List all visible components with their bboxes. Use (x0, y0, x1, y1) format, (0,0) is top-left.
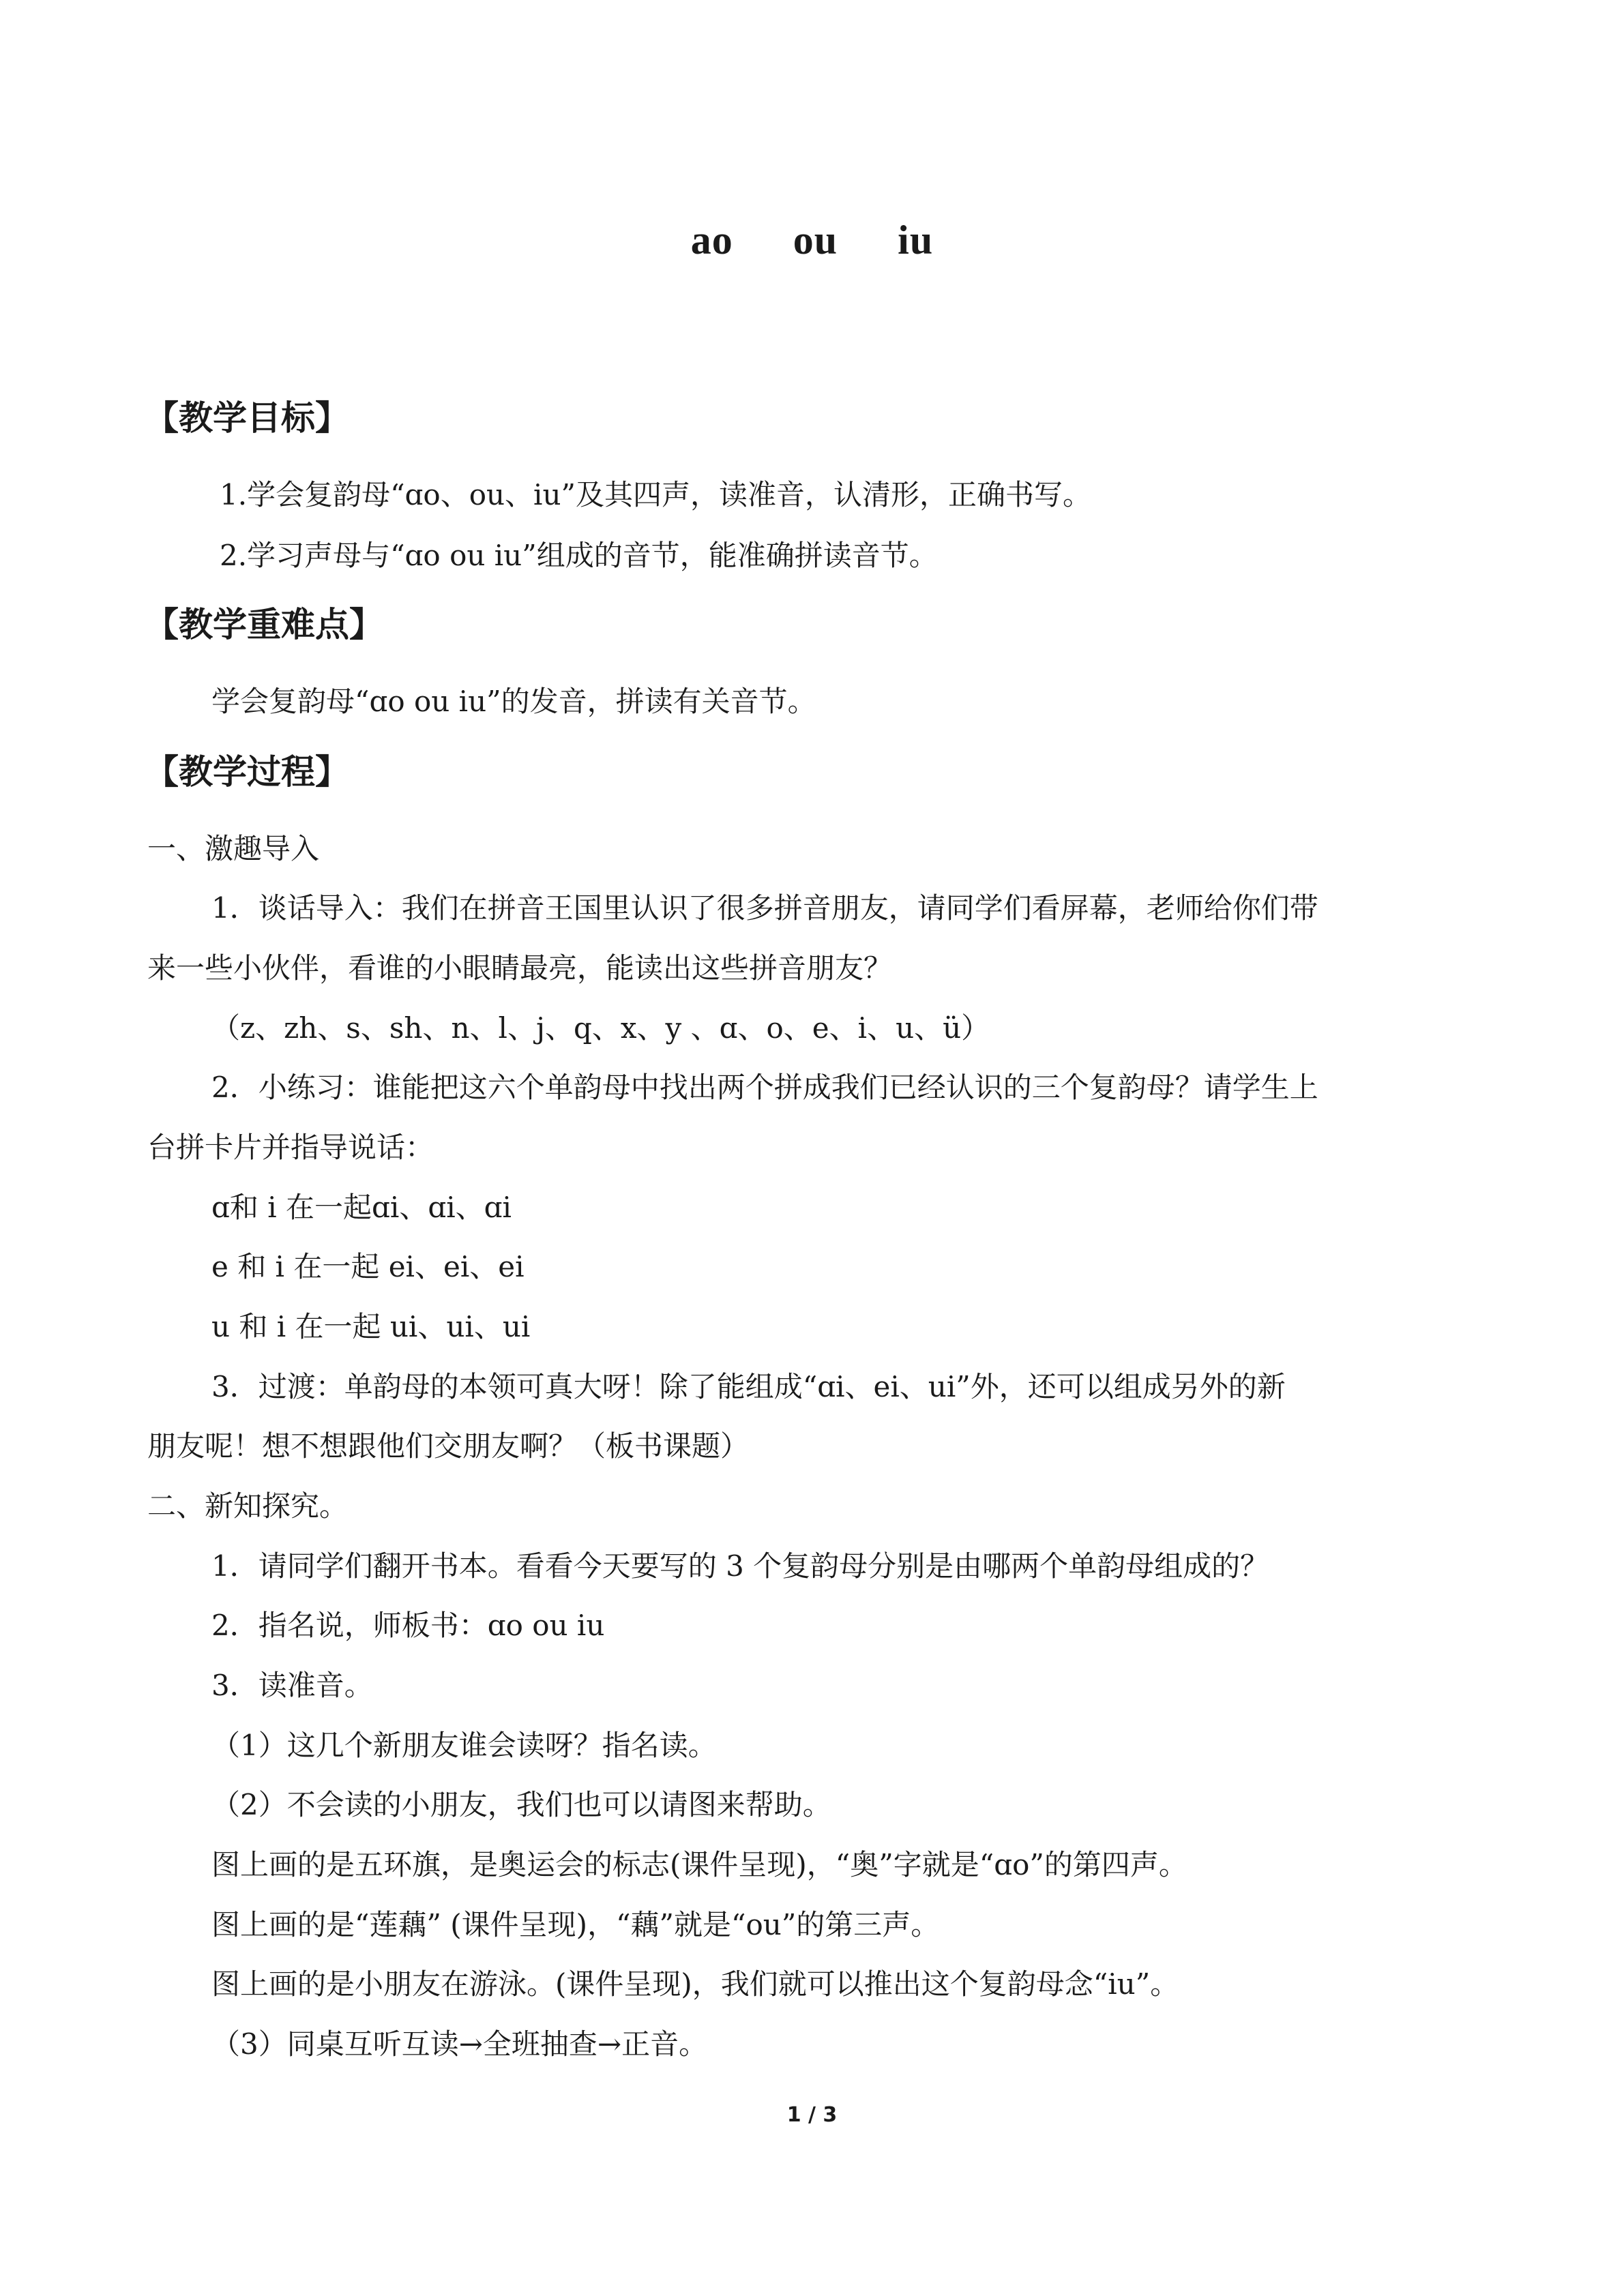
process-line: （2）不会读的小朋友，我们也可以请图来帮助。 (211, 1788, 831, 1821)
process-line: 1．谈话导入：我们在拼音王国里认识了很多拼音朋友，请同学们看屏幕，老师给你们带 (211, 891, 1318, 925)
objectives-heading: 【教学目标】 (145, 398, 349, 438)
objective-item: 2.学习声母与“ɑo ou iu”组成的音节，能准确拼读音节。 (220, 539, 938, 572)
process-line: 来一些小伙伴，看谁的小眼睛最亮，能读出这些拼音朋友？ (147, 951, 893, 985)
process-line: u 和 i 在一起 ui、ui、ui (211, 1310, 531, 1343)
title-syllable-ou: ou (793, 218, 838, 263)
process-line: 图上画的是“莲藕” (课件呈现)，“藕”就是“ou”的第三声。 (211, 1908, 940, 1941)
page-title (0, 217, 1624, 264)
page-number: 1 / 3 (786, 2103, 838, 2127)
process-heading: 【教学过程】 (145, 752, 349, 792)
process-line: 3．读准音。 (211, 1669, 373, 1702)
process-line: （1）这几个新朋友谁会读呀？指名读。 (211, 1729, 717, 1762)
process-line: 朋友呢！想不想跟他们交朋友啊？（板书课题） (147, 1429, 750, 1463)
process-line: ɑ和 i 在一起ɑi、ɑi、ɑi (211, 1191, 512, 1224)
process-line: （z、zh、s、sh、n、l、j、q、x、y 、ɑ、o、e、i、u、ü） (211, 1011, 990, 1045)
process-line: 1．请同学们翻开书本。看看今天要写的 3 个复韵母分别是由哪两个单韵母组成的？ (211, 1549, 1269, 1583)
section-title: 二、新知探究。 (147, 1489, 349, 1523)
process-line: 图上画的是小朋友在游泳。(课件呈现)，我们就可以推出这个复韵母念“iu”。 (211, 1967, 1179, 2001)
process-line: 2．小练习：谁能把这六个单韵母中找出两个拼成我们已经认识的三个复韵母？请学生上 (211, 1071, 1318, 1104)
objective-item: 1.学会复韵母“ɑo、ou、iu”及其四声，读准音，认清形，正确书写。 (220, 478, 1092, 511)
process-line: 台拼卡片并指导说话： (147, 1131, 434, 1164)
process-line: e 和 i 在一起 ei、ei、ei (211, 1250, 525, 1283)
key-points-text: 学会复韵母“ɑo ou iu”的发音，拼读有关音节。 (211, 685, 816, 718)
process-line: （3）同桌互听互读→全班抽查→正音。 (211, 2027, 708, 2061)
section-title: 一、激趣导入 (147, 832, 320, 865)
process-line: 图上画的是五环旗，是奥运会的标志(课件呈现)，“奥”字就是“ɑo”的第四声。 (211, 1848, 1187, 1881)
key-points-heading: 【教学重难点】 (145, 605, 383, 644)
title-syllable-ao: ao (690, 218, 733, 263)
process-line: 3．过渡：单韵母的本领可真大呀！除了能组成“ɑi、ei、ui”外，还可以组成另外的新 (211, 1370, 1286, 1403)
title-syllable-iu: iu (898, 218, 934, 263)
process-line: 2．指名说，师板书：ɑo ou iu (211, 1609, 605, 1642)
